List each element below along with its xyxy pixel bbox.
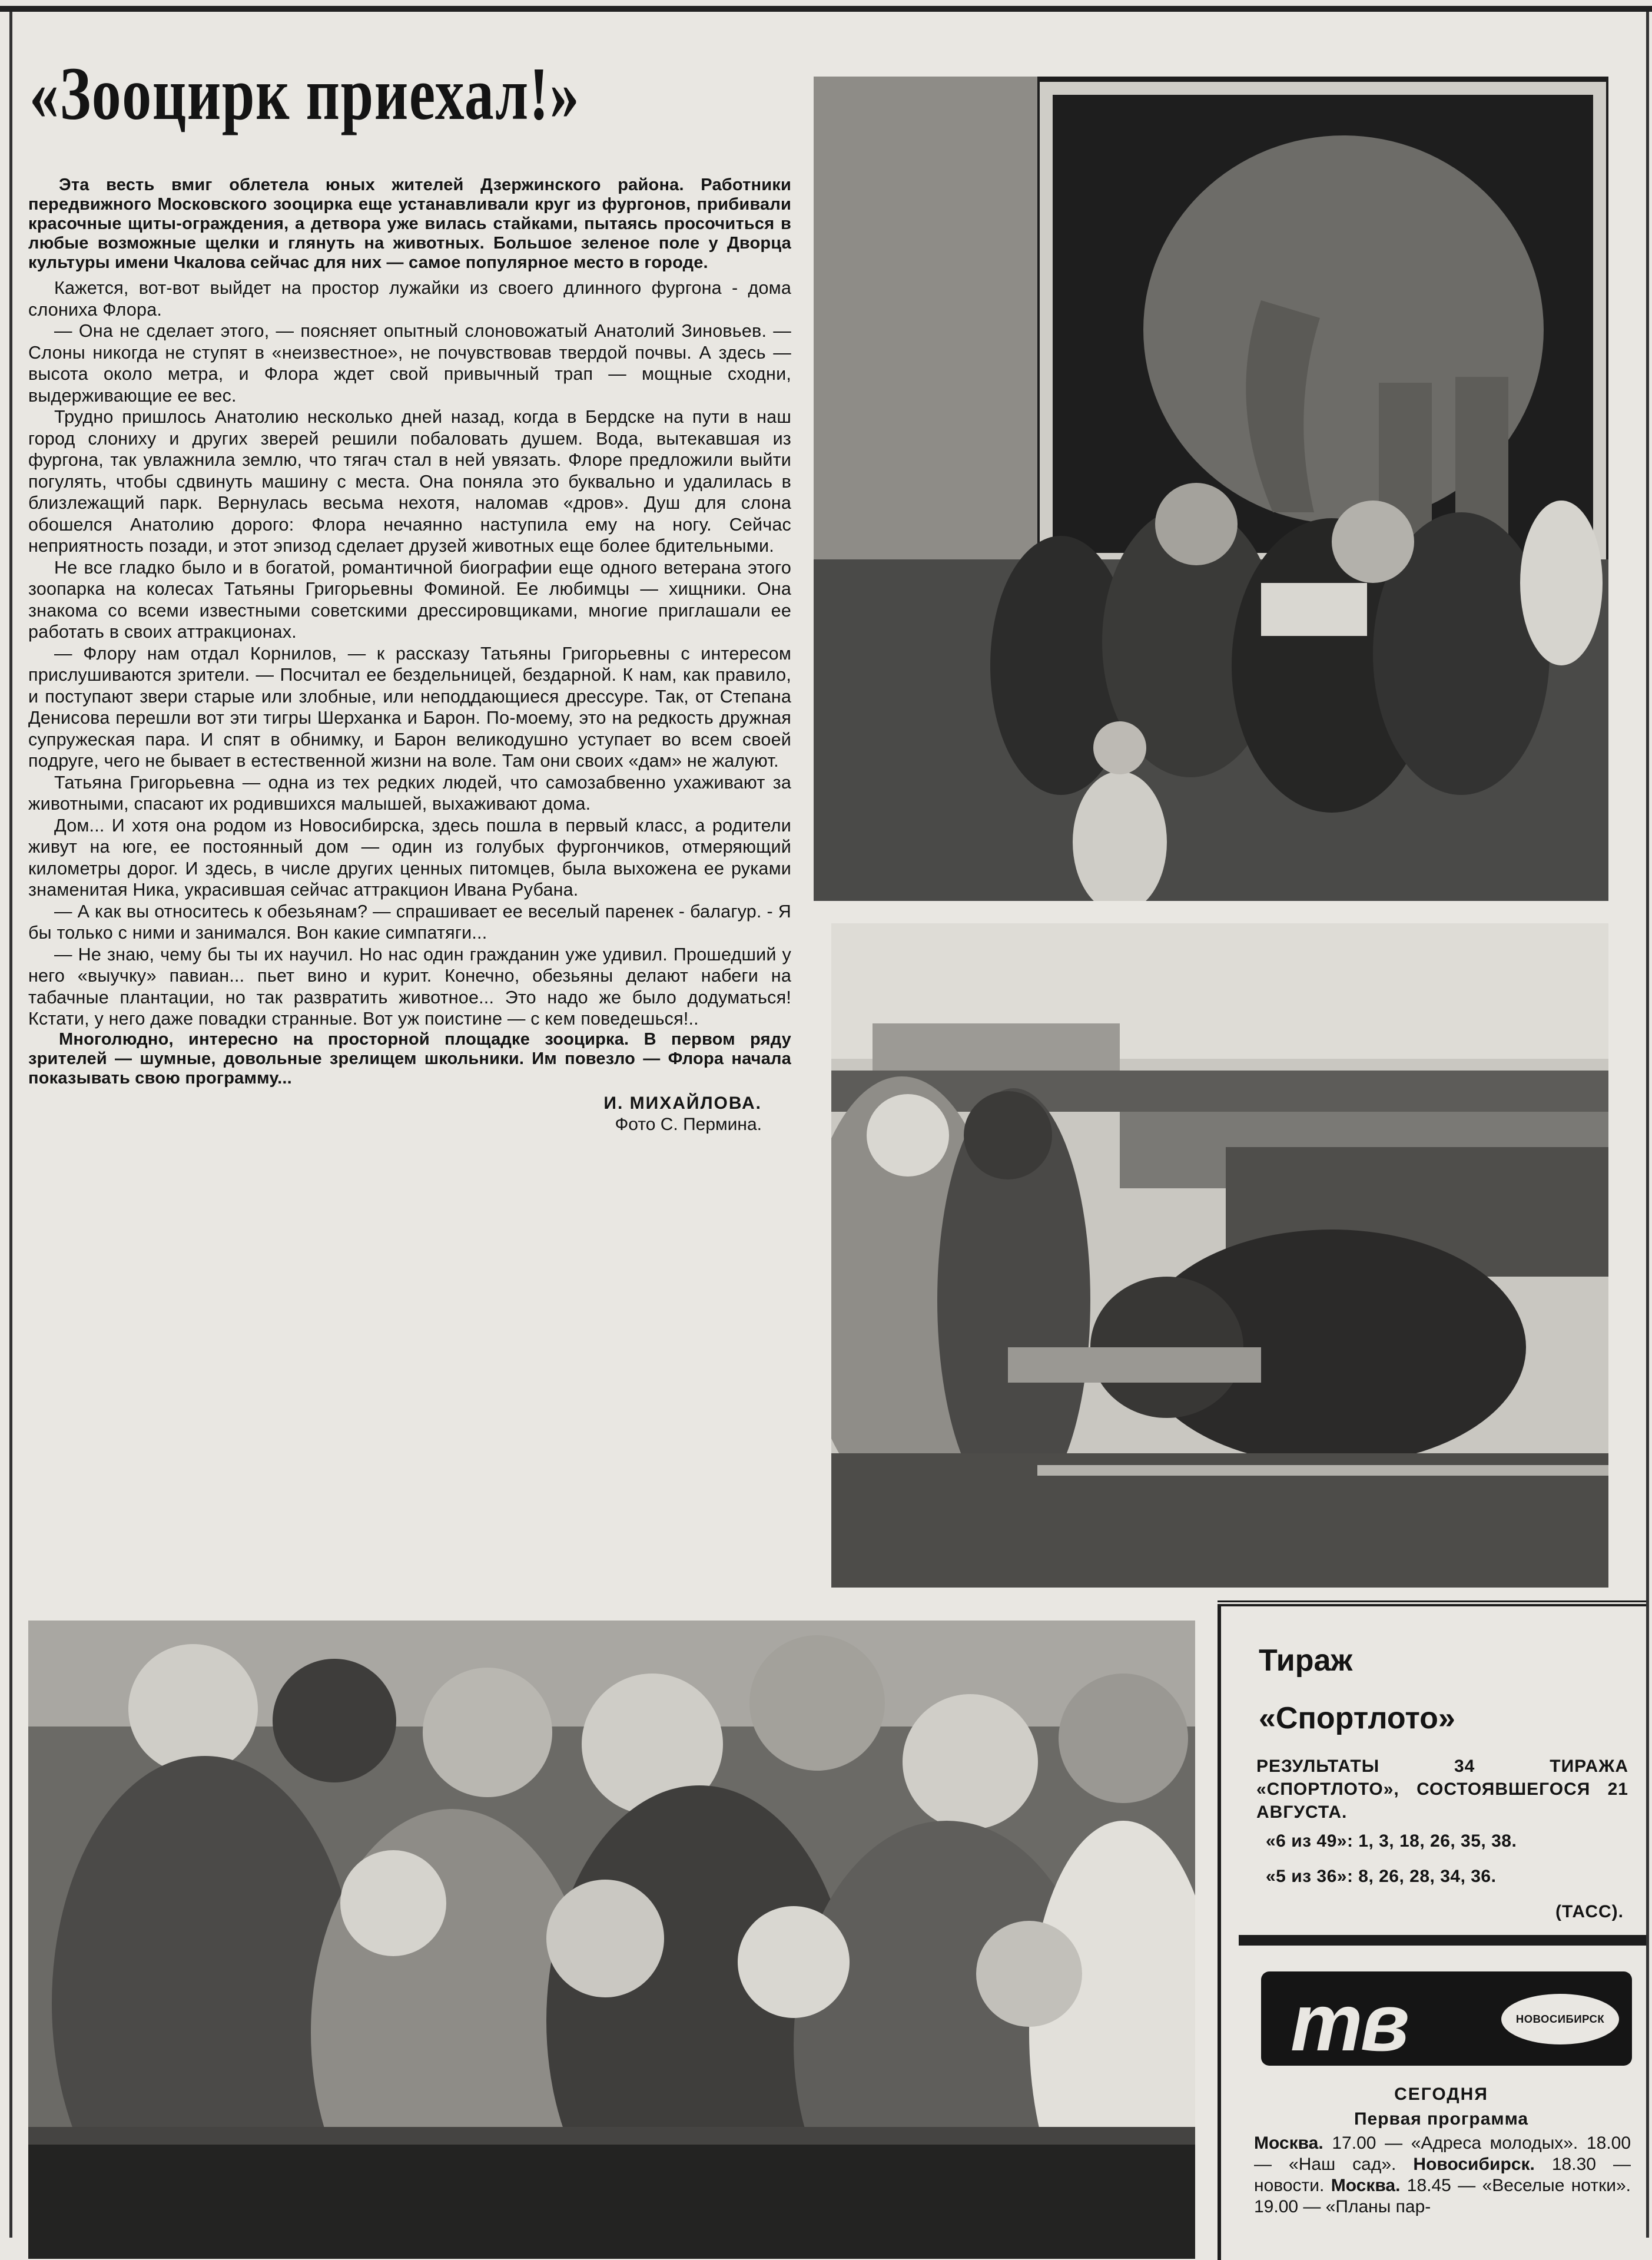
tv-logo-city: НОВОСИБИРСК xyxy=(1501,1994,1619,2044)
sportloto-body: РЕЗУЛЬТАТЫ 34 ТИРАЖА «СПОРТЛОТО», СОСТОЯВШЕГОСЯ 21 АВГУСТА. xyxy=(1256,1757,1628,1822)
article-author: И. МИХАЙЛОВА. xyxy=(603,1093,762,1113)
article-paragraph: — Флору нам отдал Корнилов, — к рассказу Татьяны Григорьевны с интересом прислушиваются зрители. — Посчитал ее бездельницей, бездарной. К нам, как правило, и поступают звери старые или злобные, или неподдающиеся дрессуре. Так, от Степана Денисова перешли вот эти тигры Шерханка и Барон. По-моему, это на редкость дружная супружеская пара. И спят в обнимку, и Барон великодушно уступает во всем своей подруге, чего не бывает в естественной жизни на воле. Там они своих «дам» не жалуют. xyxy=(28,643,791,771)
sportloto-result-5-36: «5 из 36»: 8, 26, 28, 34, 36. xyxy=(1266,1867,1497,1886)
tv-channel-moscow: Москва. xyxy=(1254,2133,1323,2153)
sidebar-top-rule-gap xyxy=(1218,1602,1646,1604)
photo-credit: Фото С. Пермина. xyxy=(615,1114,762,1134)
sidebar xyxy=(1218,1600,1646,2259)
tv-logo-letters: тв xyxy=(1291,1977,1408,2068)
article-headline: «Зооцирк приехал!» xyxy=(29,52,580,135)
tv-listing: 17.00 — «Адреса молодых». 18.00 — «Наш сад». xyxy=(1254,2133,1631,2174)
tv-program-heading: Первая программа xyxy=(1354,2109,1529,2129)
tv-today-heading: СЕГОДНЯ xyxy=(1394,2085,1488,2104)
right-border-rule xyxy=(1646,12,1649,2238)
tv-listing: 18.30 — новости. xyxy=(1254,2155,1631,2195)
article-paragraph: Татьяна Григорьевна — одна из тех редких людей, что самозабвенно ухаживают за животными, спасают их родившихся малышей, выхаживают дома. xyxy=(28,772,791,814)
top-border-rule xyxy=(0,6,1652,12)
tv-logo xyxy=(1261,1971,1632,2066)
article-lead: Эта весть вмиг облетела юных жителей Дзержинского района. Работники передвижного Московского зооцирка еще устанавливали круг из фургонов, прибивали красочные щиты-ограждения, а детвора уже вилась стайками, пытаясь просочиться в любые возможные щелки и глянуть на животных. Большое зеленое поле у Дворца культуры имени Чкалова сейчас для них — самое популярное место в городе. xyxy=(28,175,791,272)
sportloto-title-line2: «Спортлото» xyxy=(1259,1701,1455,1735)
sportloto-source: (ТАСС). xyxy=(1555,1902,1624,1921)
sportloto-title-line1: Тираж xyxy=(1259,1643,1353,1678)
photo-children-crowd xyxy=(28,1621,1195,2259)
article-paragraph: Дом... И хотя она родом из Новосибирска, здесь пошла в первый класс, а родители живут на юге, ее постоянный дом — один из голубых фургончиков, отмеряющий километры дорог. И здесь, в числе других ценных питомцев, была выхожена ее руками знаменитая Ника, украсившая сейчас аттракцион Ивана Рубана. xyxy=(28,815,791,900)
sidebar-separator xyxy=(1239,1935,1646,1946)
article-signature xyxy=(28,1093,791,1135)
article-paragraph: — А как вы относитесь к обезьянам? — спрашивает ее веселый паренек - балагур. - Я бы только с ними и занимался. Вон какие симпатяги... xyxy=(28,901,791,943)
tv-channel-moscow: Москва. xyxy=(1331,2176,1401,2195)
photo-hippo-crowd xyxy=(814,923,1608,1588)
sportloto-result-6-49: «6 из 49»: 1, 3, 18, 26, 35, 38. xyxy=(1266,1831,1517,1851)
photo-elephant-wagon xyxy=(814,77,1608,901)
tv-schedule xyxy=(1254,2133,1631,2218)
article-closing: Многолюдно, интересно на просторной площадке зооцирка. В первом ряду зрителей — шумные, довольные зрелищем школьники. Им повезло — Флора начала показывать свою программу... xyxy=(28,1029,791,1088)
article-paragraph: — Не знаю, чему бы ты их научил. Но нас один гражданин уже удивил. Прошедший у него «выучку» павиан... пьет вино и курит. Конечно, обезьяны делают набеги на табачные плантации, но так развратить животное... Это надо же было додуматься! Кстати, у него даже повадки странные. Вот уж поистине — с кем поведешься!.. xyxy=(28,944,791,1029)
article-body xyxy=(28,175,791,1135)
tv-channel-novosibirsk: Новосибирск. xyxy=(1413,2155,1535,2174)
left-border-rule xyxy=(9,12,12,2238)
sidebar-left-rule xyxy=(1218,1606,1221,2260)
tv-listing: 18.45 — «Веселые нотки». 19.00 — «Планы пар- xyxy=(1254,2176,1631,2216)
article-paragraph: Кажется, вот-вот выйдет на простор лужайки из своего длинного фургона - дома слониха Флора. xyxy=(28,278,791,320)
article-paragraph: Не все гладко было и в богатой, романтичной биографии еще одного ветерана этого зоопарка на колесах Татьяны Григорьевны Фоминой. Ее любимцы — хищники. Она знакома со всеми известными советскими дрессировщиками, многие приглашали ее работать в своих аттракционах. xyxy=(28,557,791,642)
article-paragraph: — Она не сделает этого, — поясняет опытный слоновожатый Анатолий Зиновьев. — Слоны никогда не ступят в «неизвестное», не почувствовав твердой почвы. А здесь — высота около метра, и Флора ждет свой привычный трап — мощные сходни, выдерживающие ее вес. xyxy=(28,321,791,406)
article-paragraph: Трудно пришлось Анатолию несколько дней назад, когда в Бердске на пути в наш город слониху и других зверей решили побаловать душем. Вода, вытекавшая из фургона, так увлажнила землю, что тягач стал в ней увязать. Флоре предложили выйти погулять, чтобы сдвинуть машину с места. Она поняла это буквально и удалилась в близлежащий парк. Вернулась весьма нехотя, наломав «дров». Душ для слона обошелся Анатолию дорого: Флора нечаянно наступила ему на ногу. Сейчас неприятность позади, и этот эпизод сделает друзей животных еще более бдительными. xyxy=(28,407,791,556)
